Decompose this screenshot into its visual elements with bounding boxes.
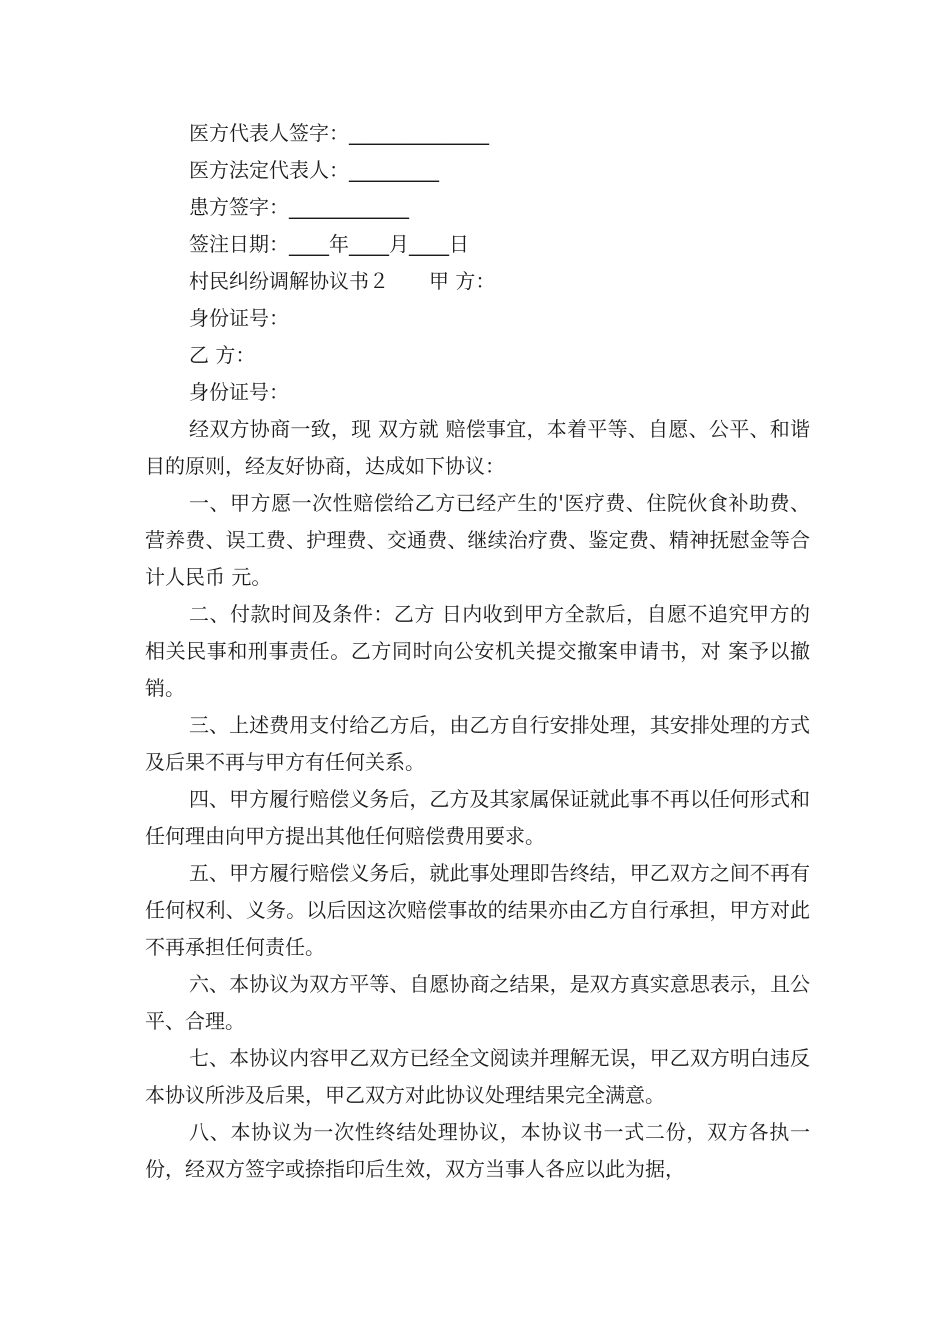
clause-4-paragraph: 四、甲方履行赔偿义务后，乙方及其家属保证就此事不再以任何形式和任何理由向甲方提出其他任何赔偿费用要求。 — [145, 787, 810, 848]
clause-7-paragraph: 七、本协议内容甲乙双方已经全文阅读并理解无误，甲乙双方明白违反本协议所涉及后果，甲乙双方对此协议处理结果完全满意。 — [145, 1046, 810, 1107]
party-b-id-line: 身份证号： — [189, 380, 289, 404]
signing-date-line: 签注日期：____年____月____日 — [189, 232, 469, 256]
party-b-line: 乙 方： — [189, 343, 256, 367]
clause-6-paragraph: 六、本协议为双方平等、自愿协商之结果，是双方真实意思表示，且公平、合理。 — [145, 972, 810, 1033]
party-a-id-line: 身份证号： — [189, 306, 289, 330]
patient-signature-line: 患方签字：____________ — [189, 195, 409, 219]
doctor-rep-signature-line: 医方代表人签字：______________ — [189, 121, 489, 145]
clause-8-paragraph: 八、本协议为一次性终结处理协议，本协议书一式二份，双方各执一份，经双方签字或捺指印后生效，双方当事人各应以此为据， — [145, 1120, 810, 1181]
clause-1-paragraph: 一、甲方愿一次性赔偿给乙方已经产生的'医疗费、住院伙食补助费、营养费、误工费、护理费、交通费、继续治疗费、鉴定费、精神抚慰金等合计人民币 元。 — [145, 491, 810, 589]
document-body — [145, 115, 810, 1188]
clause-5-paragraph: 五、甲方履行赔偿义务后，就此事处理即告终结，甲乙双方之间不再有任何权利、义务。以后因这次赔偿事故的结果亦由乙方自行承担，甲方对此不再承担任何责任。 — [145, 861, 810, 959]
clause-2-paragraph: 二、付款时间及条件：乙方 日内收到甲方全款后，自愿不追究甲方的相关民事和刑事责任。乙方同时向公安机关提交撤案申请书，对 案予以撤销。 — [145, 602, 810, 700]
intro-paragraph: 经双方协商一致，现 双方就 赔偿事宜，本着平等、自愿、公平、和谐目的原则，经友好协商，达成如下协议： — [145, 417, 810, 478]
doctor-legal-rep-line: 医方法定代表人：_________ — [189, 158, 439, 182]
agreement-title-line: 村民纠纷调解协议书２ 甲 方： — [189, 269, 496, 293]
clause-3-paragraph: 三、上述费用支付给乙方后，由乙方自行安排处理，其安排处理的方式及后果不再与甲方有任何关系。 — [145, 713, 810, 774]
